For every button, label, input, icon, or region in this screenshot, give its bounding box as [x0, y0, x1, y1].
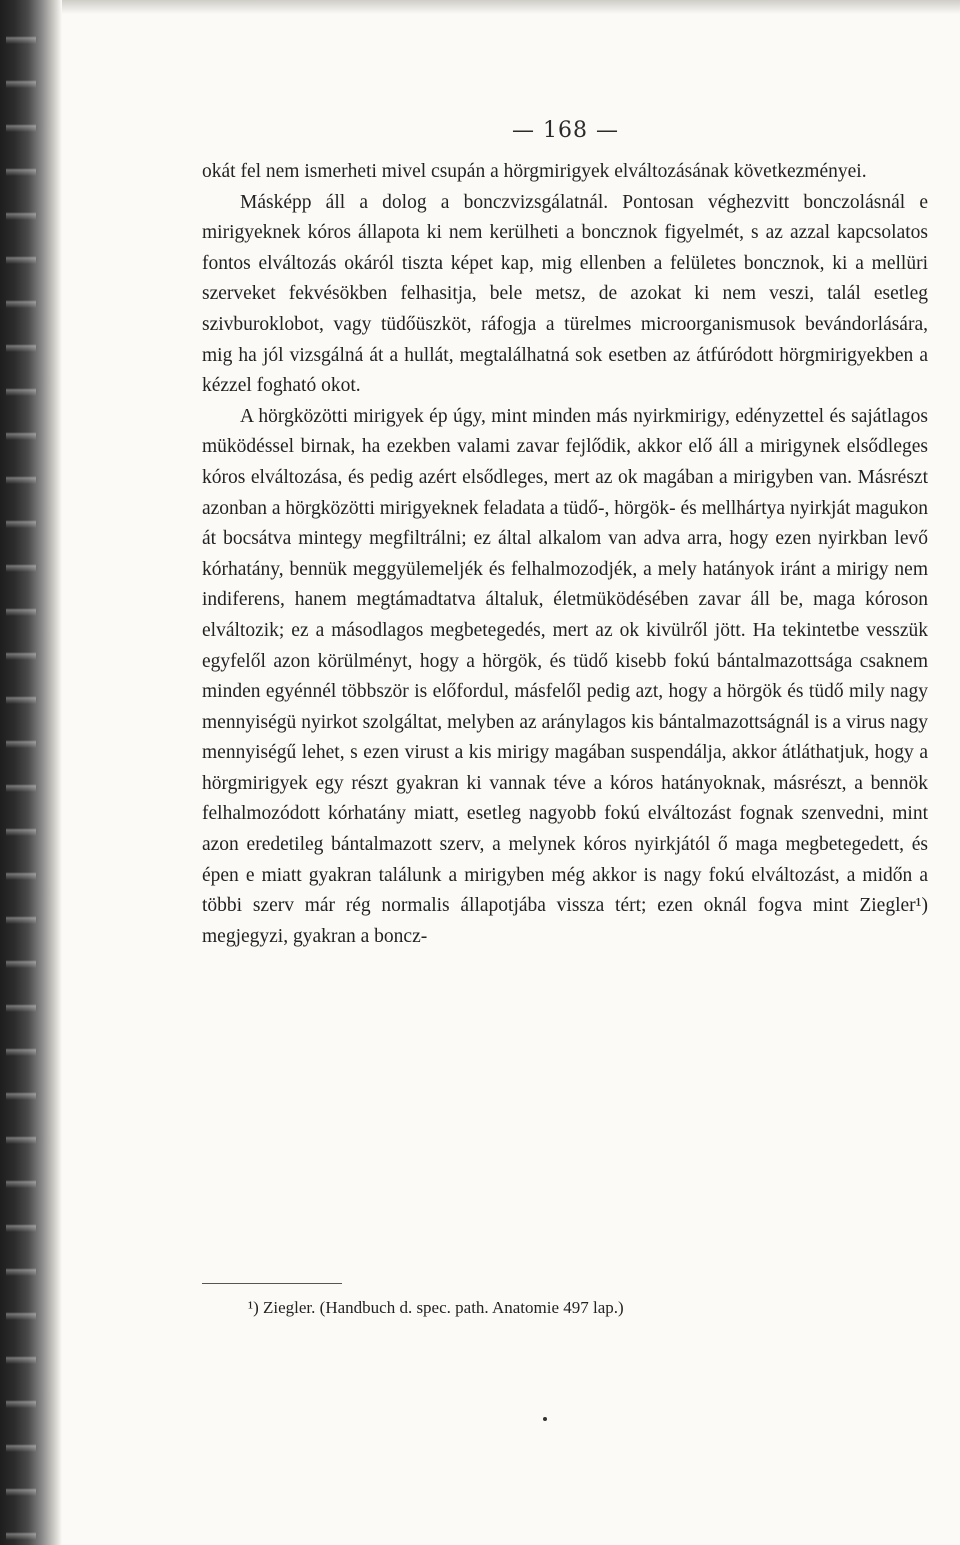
paragraph-continuation: okát fel nem ismerheti mivel csupán a hörgmirigyek elváltozásának következményei.	[202, 161, 867, 182]
page-number: — 168 —	[512, 118, 619, 143]
footnote	[248, 1298, 624, 1318]
book-binding-edge	[0, 0, 62, 1545]
paragraph-autopsy: Másképp áll a dolog a bonczvizsgálatnál. Pontosan véghezvitt bonczolásnál e mirigyeknek kóros állapota ki nem kerülheti a boncznok figyelmét, s az azzal kapcsolatos fontos elváltozás okáról tiszta képet kap, mig ellenben a felületes boncznok, ki a mellüri szerveket fekvésökben felhasitja, bele metsz, de azokat ki nem veszi, talál esetleg szivburoklobot, vagy tüdőüszköt, ráfogja a türelmes microorganismusok bevándorlására, mig ha jól vizsgálná át a hullát, megtalálhatná sok esetben az átfúródott hörgmirigyekben a kézzel fogható okot.	[202, 191, 928, 397]
page-top-shadow	[62, 0, 960, 14]
print-speck	[543, 1417, 547, 1421]
footnote-marker: ¹)	[248, 1298, 259, 1317]
footnote-divider	[202, 1283, 342, 1284]
body-text	[202, 157, 928, 952]
paragraph-bronchial-glands: A hörgközötti mirigyek ép úgy, mint minden más nyirkmirigy, edényzettel és sajátlagos müködéssel birnak, ha ezekben valami zavar fejlődik, akkor elő áll a mirigynek elsődleges kóros elváltozása, és pedig azért elsődleges, mert az ok magában a mirigyben van. Másrészt azonban a hörgközötti mirigyeknek feladata a tüdő-, hörgök- és mellhártya nyirkját magukon át bocsátva mintegy megfiltrálni; ez által alkalom van adva arra, hogy ezen nyirkban levő kórhatány, bennük meggyülemeljék és felhalmozodjék, a mely hatányok iránt a mirigy nem indiferens, hanem megtámadtatva általuk, életmüködésében zavar áll be, maga kóroson elváltozik; ez a másodlagos megbetegedés, mert az ok kivülről jött. Ha tekintetbe vesszük egyfelől azon körülményt, hogy a hörgök, és tüdő kisebb fokú bántalmazottsága csaknem minden egyénnél többször is előfordul, másfelől pedig azt, hogy a hörgök és tüdő mily nagy mennyiségü nyirkot szolgáltat, melyben az aránylagos kis bántalmazottságnál is a virus nagy mennyiségű lehet, s ezen virust a kis mirigy magában suspendálja, akkor átláthatjuk, hogy a hörgmirigyek egy részt gyakran ki vannak téve a kóros hatányoknak, másrészt, a bennök felhalmozódott kórhatány miatt, esetleg nagyobb fokú elváltozást fognak szenvedni, mint azon eredetileg bántalmazott szerv, a melynek kóros nyirkjától ő maga megbetegedett, és épen e miatt gyakran találunk a mirigyben még akkor is nagy fokú elváltozást, a midőn a többi szerv már rég normalis állapotjába vissza tért; ezen oknál fogva mint Ziegler¹) megjegyzi, gyakran a boncz-	[202, 405, 928, 947]
footnote-text: Ziegler. (Handbuch d. spec. path. Anatomie 497 lap.)	[263, 1298, 624, 1317]
